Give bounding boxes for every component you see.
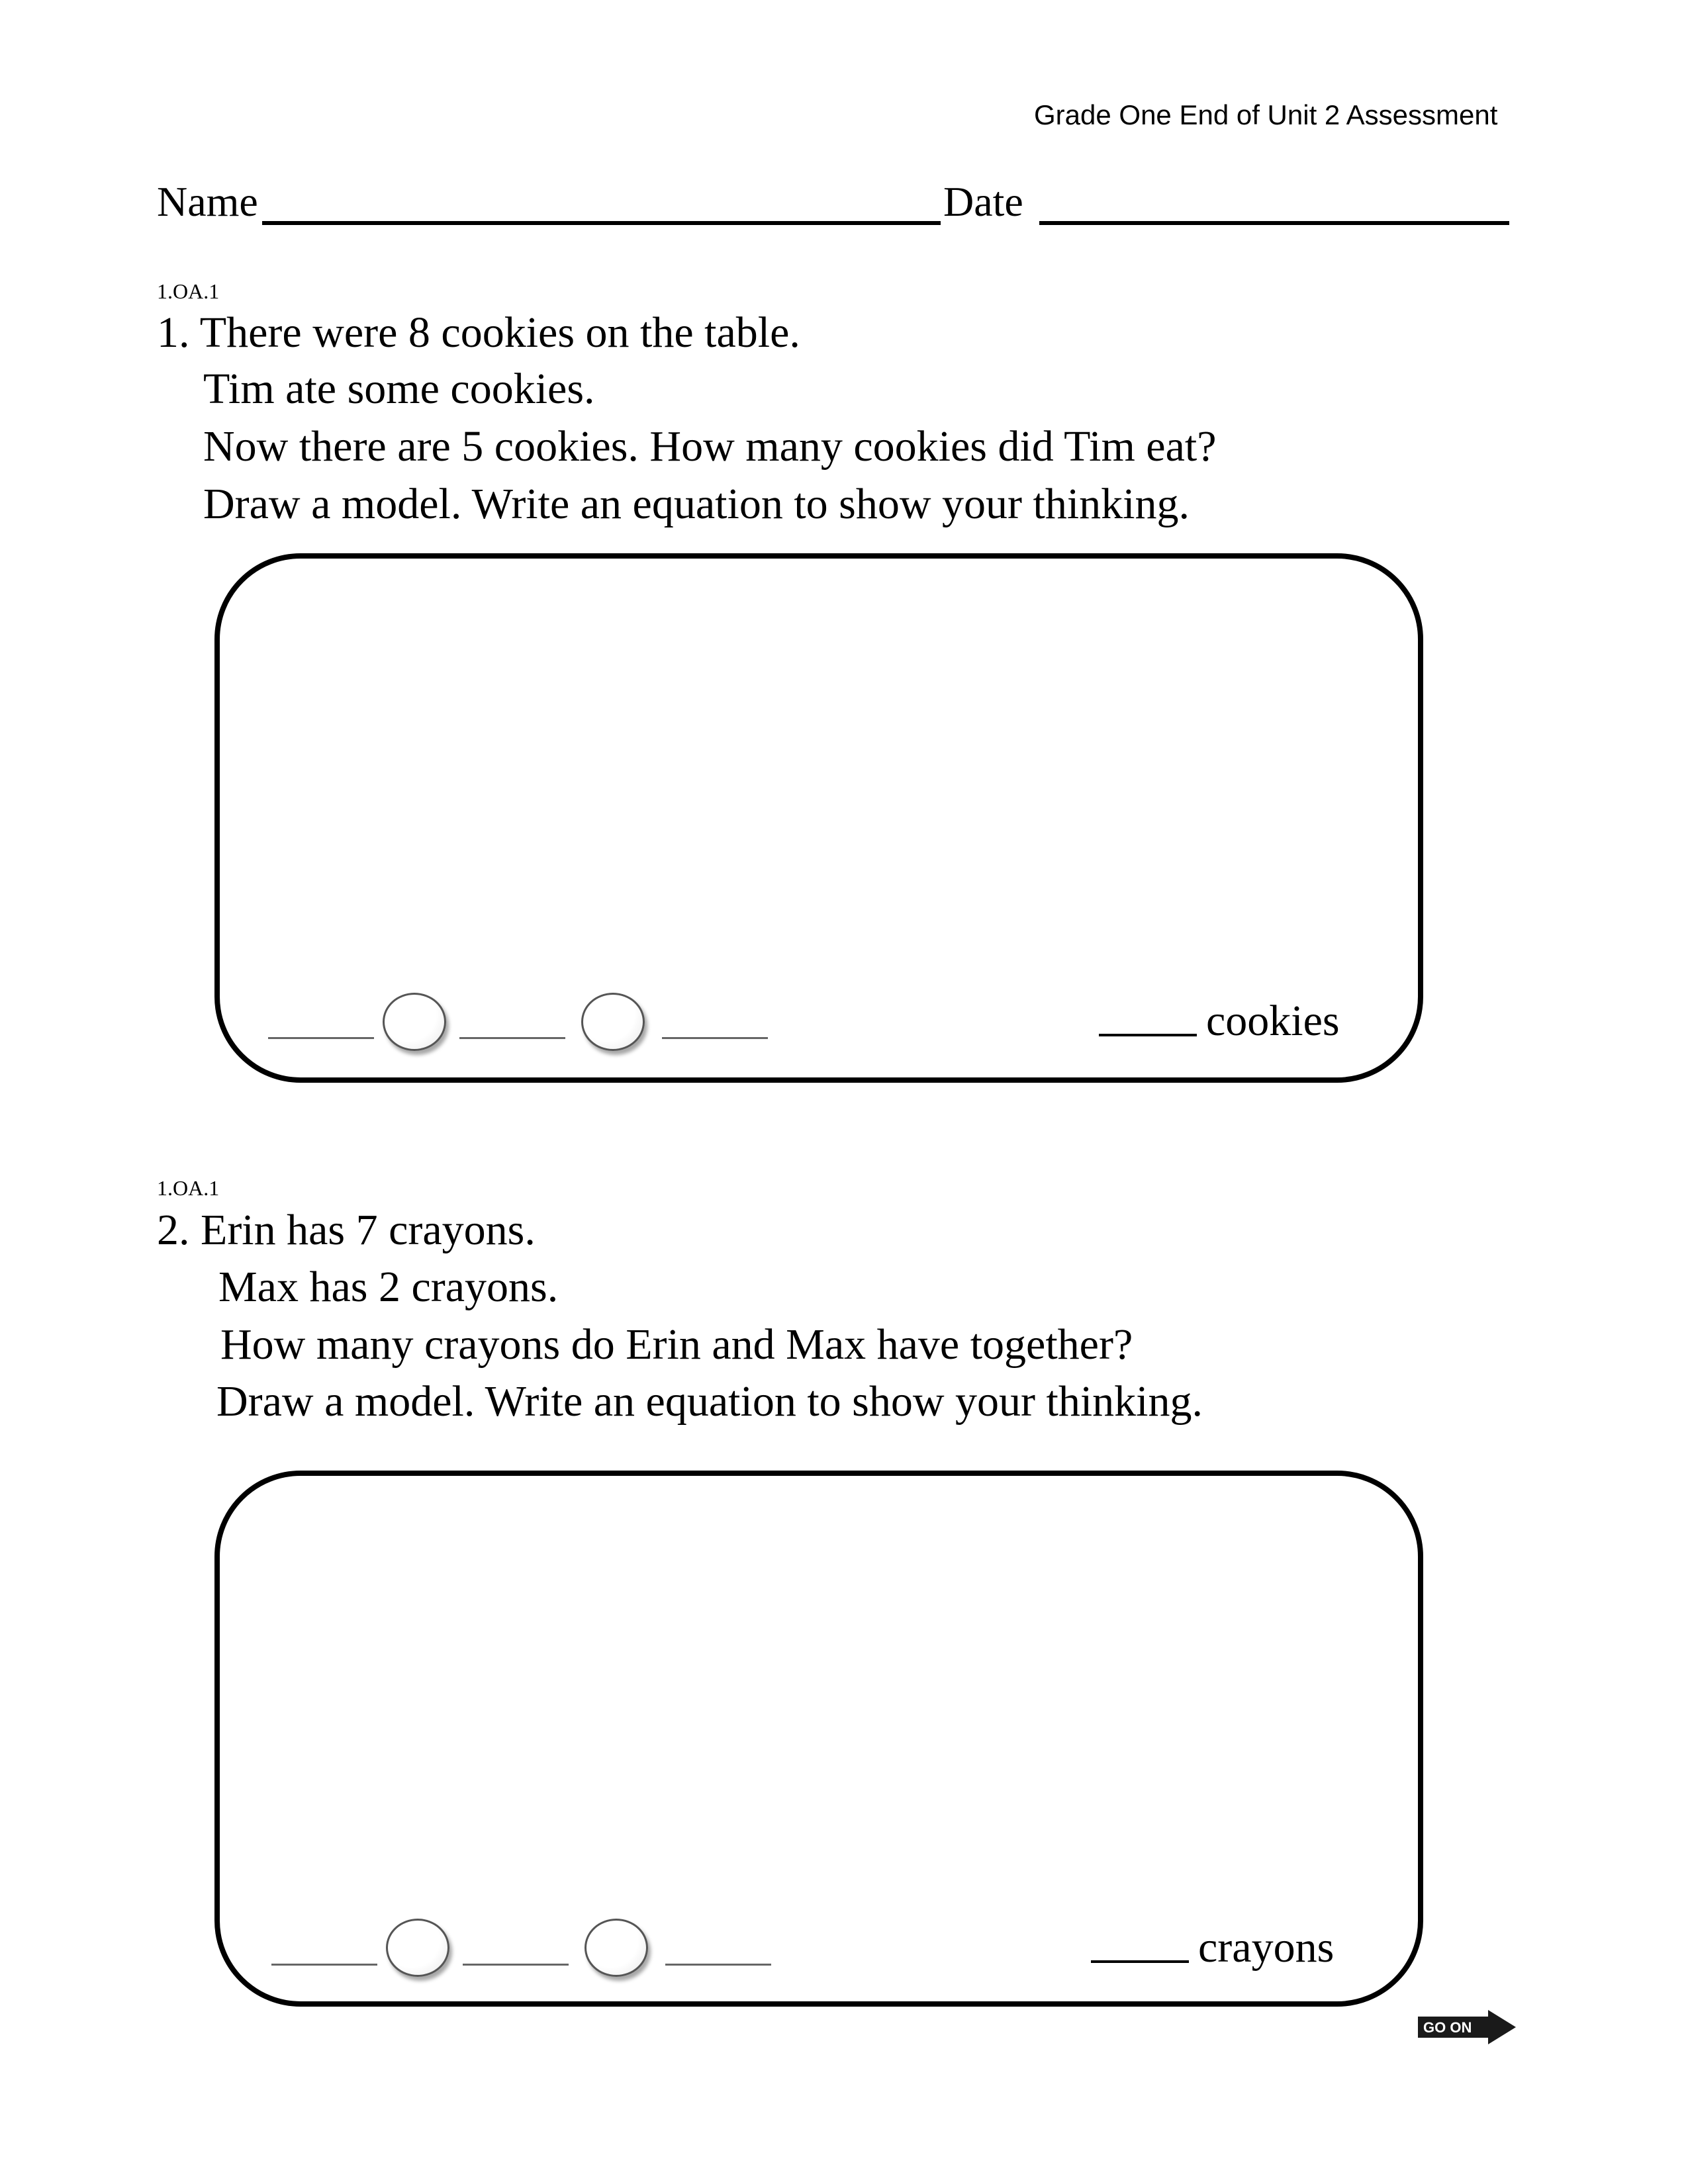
go-on-arrow-icon: [1417, 2009, 1517, 2046]
date-field[interactable]: [1039, 221, 1509, 225]
go-on-label: GO ON: [1423, 2019, 1472, 2036]
q1-standard: 1.OA.1: [157, 279, 220, 303]
q1-line-1: 1. There were 8 cookies on the table.: [157, 308, 800, 357]
q2-line-1: 2. Erin has 7 crayons.: [157, 1206, 536, 1254]
name-label: Name: [157, 178, 258, 225]
q2-equation-blank-3[interactable]: [665, 1964, 771, 1966]
assessment-title: Grade One End of Unit 2 Assessment: [1034, 99, 1498, 130]
q1-equation-blank-1[interactable]: [268, 1037, 374, 1039]
q1-operator-circle-1[interactable]: [383, 993, 446, 1051]
q1-equation-blank-3[interactable]: [662, 1037, 768, 1039]
date-label: Date: [943, 178, 1023, 225]
q1-operator-circle-2[interactable]: [581, 993, 645, 1051]
q2-line-4: Draw a model. Write an equation to show your thinking.: [216, 1377, 1203, 1426]
q1-line-3: Now there are 5 cookies. How many cookies did Tim eat?: [203, 422, 1217, 471]
q2-answer: [1091, 1923, 1334, 1973]
q2-line-3: How many crayons do Erin and Max have together?: [220, 1320, 1133, 1369]
q2-operator-circle-2[interactable]: [585, 1919, 648, 1977]
q1-line-2: Tim ate some cookies.: [203, 365, 595, 413]
q1-equation-blank-2[interactable]: [459, 1037, 565, 1039]
q2-answer-unit: crayons: [1198, 1923, 1335, 1972]
q2-standard: 1.OA.1: [157, 1176, 220, 1200]
q2-equation-blank-2[interactable]: [463, 1964, 569, 1966]
name-field[interactable]: [262, 221, 941, 225]
q1-line-4: Draw a model. Write an equation to show your thinking.: [203, 480, 1190, 528]
q2-answer-blank[interactable]: [1091, 1960, 1189, 1963]
q2-line-2: Max has 2 crayons.: [218, 1263, 559, 1311]
q1-answer: [1099, 996, 1340, 1046]
q1-answer-unit: cookies: [1206, 997, 1340, 1045]
q1-answer-blank[interactable]: [1099, 1034, 1197, 1036]
q2-equation-blank-1[interactable]: [271, 1964, 377, 1966]
q2-operator-circle-1[interactable]: [386, 1919, 449, 1977]
